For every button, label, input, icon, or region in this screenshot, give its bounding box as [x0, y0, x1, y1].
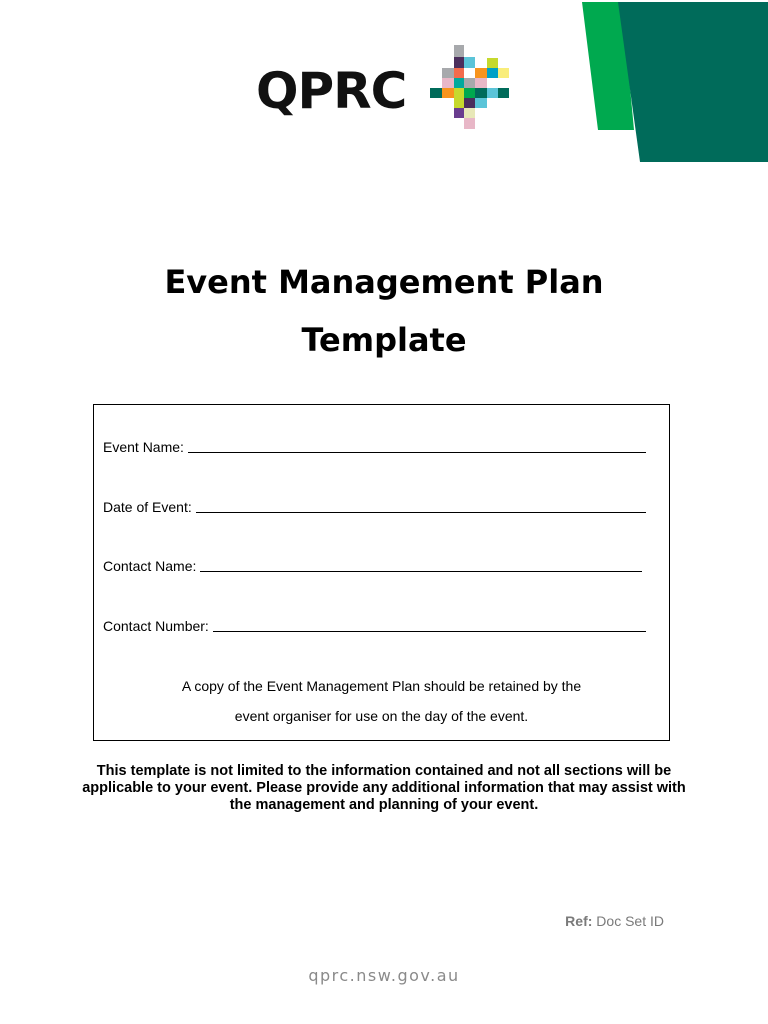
logo-mosaic-icon	[430, 45, 512, 131]
retain-note-line2: event organiser for use on the day of the event.	[234, 708, 529, 724]
event-details-box	[93, 404, 670, 741]
date-of-event-label: Date of Event:	[103, 499, 192, 515]
contact-number-field[interactable]	[103, 619, 646, 633]
footer-website: qprc.nsw.gov.au	[308, 966, 460, 985]
contact-number-line[interactable]	[213, 630, 646, 632]
doc-reference	[565, 913, 664, 929]
logo-wordmark: QPRC	[256, 62, 407, 120]
event-name-label: Event Name:	[103, 439, 184, 455]
event-name-line[interactable]	[188, 451, 646, 453]
page-subtitle: Template	[301, 321, 467, 359]
ref-label: Ref:	[565, 913, 593, 929]
page-title: Event Management Plan	[164, 263, 604, 301]
contact-number-label: Contact Number:	[103, 618, 209, 634]
template-disclaimer: This template is not limited to the information contained and not all sections will be applicable to your event. Please provide any additional information that may assist with the management and planning of your event.	[82, 763, 686, 813]
corner-decoration	[582, 2, 768, 162]
ref-value: Doc Set ID	[596, 913, 664, 929]
retain-note-line1: A copy of the Event Management Plan should be retained by the	[181, 678, 582, 694]
contact-name-line[interactable]	[200, 570, 642, 572]
date-of-event-field[interactable]	[103, 500, 646, 514]
event-name-field[interactable]	[103, 440, 646, 454]
date-of-event-line[interactable]	[196, 511, 646, 513]
contact-name-field[interactable]	[103, 559, 642, 573]
contact-name-label: Contact Name:	[103, 558, 197, 574]
